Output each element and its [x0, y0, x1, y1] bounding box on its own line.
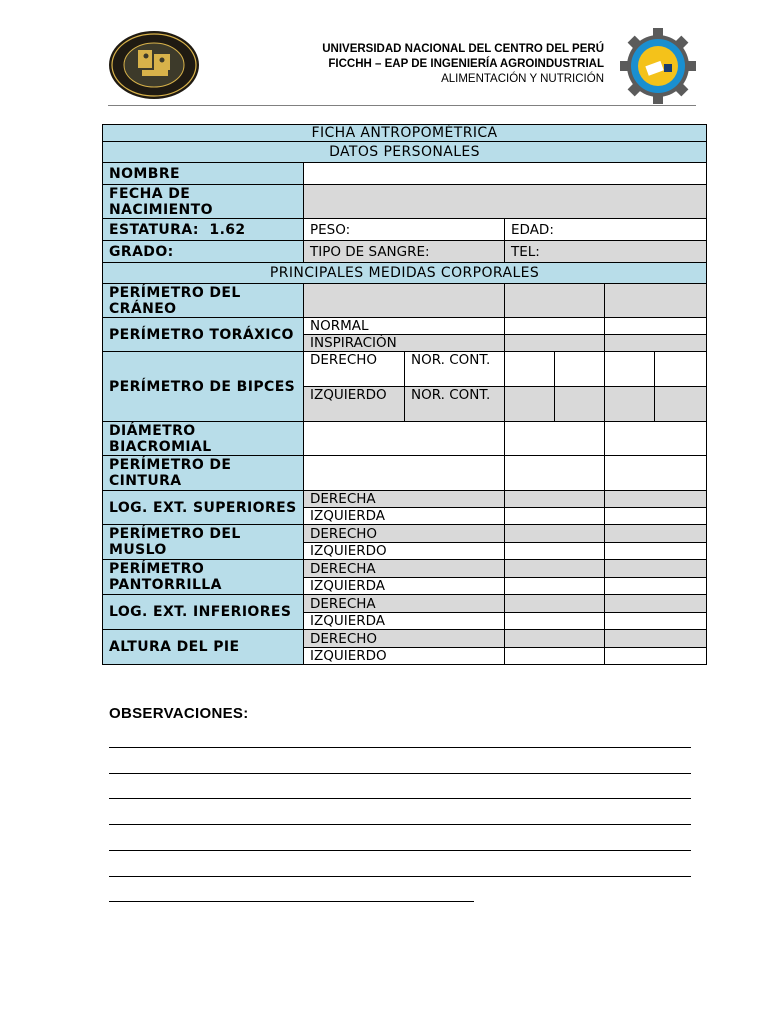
field-nombre[interactable]	[304, 163, 707, 185]
observaciones-line[interactable]	[109, 798, 691, 799]
muslo-derecho: DERECHO	[304, 525, 505, 543]
field-log-inf-izq-1[interactable]	[505, 613, 605, 630]
field-bipces-der-2[interactable]	[555, 352, 605, 387]
label-log-ext-inferiores: LOG. EXT. INFERIORES	[103, 595, 304, 630]
field-altura-izq-1[interactable]	[505, 648, 605, 665]
label-perimetro-muslo: PERÍMETRO DEL MUSLO	[103, 525, 304, 560]
field-bipces-izq-3[interactable]	[605, 387, 655, 422]
log-inf-izquierda: IZQUIERDA	[304, 613, 505, 630]
field-log-inf-der-1[interactable]	[505, 595, 605, 613]
section-body-measurements: PRINCIPALES MEDIDAS CORPORALES	[103, 263, 707, 284]
pantorrilla-izquierda: IZQUIERDA	[304, 578, 505, 595]
field-log-sup-der-1[interactable]	[505, 491, 605, 508]
label-grado: GRADO:	[103, 241, 304, 263]
field-altura-der-2[interactable]	[605, 630, 707, 648]
university-seal-logo	[108, 30, 200, 100]
field-log-inf-der-2[interactable]	[605, 595, 707, 613]
log-sup-derecha: DERECHA	[304, 491, 505, 508]
label-perimetro-pantorrilla: PERÍMETRO PANTORRILLA	[103, 560, 304, 595]
field-bipces-der-4[interactable]	[655, 352, 707, 387]
field-craneo-2[interactable]	[505, 284, 605, 318]
uncp-gear-logo	[620, 28, 696, 104]
field-bipces-der-3[interactable]	[605, 352, 655, 387]
label-log-ext-superiores: LOG. EXT. SUPERIORES	[103, 491, 304, 525]
muslo-izquierdo: IZQUIERDO	[304, 543, 505, 560]
estatura-label-text: ESTATURA:	[109, 221, 199, 238]
field-bipces-izq-2[interactable]	[555, 387, 605, 422]
field-pantorrilla-der-1[interactable]	[505, 560, 605, 578]
field-tipo-sangre[interactable]: TIPO DE SANGRE:	[304, 241, 505, 263]
field-biacromial-2[interactable]	[505, 422, 605, 456]
label-estatura	[103, 219, 304, 241]
field-fecha-nacimiento[interactable]	[304, 185, 707, 219]
field-cintura-1[interactable]	[304, 456, 505, 491]
observaciones-line[interactable]	[109, 824, 691, 825]
field-pantorrilla-der-2[interactable]	[605, 560, 707, 578]
field-altura-izq-2[interactable]	[605, 648, 707, 665]
log-inf-derecha: DERECHA	[304, 595, 505, 613]
label-altura-pie: ALTURA DEL PIE	[103, 630, 304, 665]
field-tel[interactable]: TEL:	[505, 241, 707, 263]
field-craneo-3[interactable]	[605, 284, 707, 318]
label-perimetro-craneo: PERÍMETRO DEL CRÁNEO	[103, 284, 304, 318]
course-name: ALIMENTACIÓN Y NUTRICIÓN	[441, 73, 604, 85]
observaciones-line[interactable]	[109, 876, 691, 877]
header-divider	[108, 105, 696, 106]
bipces-izquierdo-nor-cont: NOR. CONT.	[405, 387, 505, 422]
field-log-sup-izq-2[interactable]	[605, 508, 707, 525]
toraxico-inspiracion: INSPIRACIÓN	[304, 335, 505, 352]
form-title: FICHA ANTROPOMÉTRICA	[103, 125, 707, 142]
field-muslo-der-2[interactable]	[605, 525, 707, 543]
observaciones-label: OBSERVACIONES:	[109, 705, 249, 722]
field-toraxico-insp-1[interactable]	[505, 335, 605, 352]
bipces-izquierdo: IZQUIERDO	[304, 387, 405, 422]
log-sup-izquierda: IZQUIERDA	[304, 508, 505, 525]
document-header	[108, 28, 698, 106]
field-log-inf-izq-2[interactable]	[605, 613, 707, 630]
label-nombre: NOMBRE	[103, 163, 304, 185]
field-bipces-izq-4[interactable]	[655, 387, 707, 422]
field-bipces-izq-1[interactable]	[505, 387, 555, 422]
observaciones-line[interactable]	[109, 901, 474, 902]
anthropometric-form-table	[102, 124, 707, 665]
label-perimetro-toraxico: PERÍMETRO TORÁXICO	[103, 318, 304, 352]
label-fecha-nacimiento: FECHA DE NACIMIENTO	[103, 185, 304, 219]
observaciones-line[interactable]	[109, 747, 691, 748]
faculty-name: FICCHH – EAP DE INGENIERÍA AGROINDUSTRIAL	[328, 58, 604, 70]
altura-pie-derecho: DERECHO	[304, 630, 505, 648]
field-pantorrilla-izq-2[interactable]	[605, 578, 707, 595]
field-toraxico-normal-2[interactable]	[605, 318, 707, 335]
section-personal-data: DATOS PERSONALES	[103, 142, 707, 163]
field-peso[interactable]: PESO:	[304, 219, 505, 241]
field-pantorrilla-izq-1[interactable]	[505, 578, 605, 595]
field-muslo-izq-2[interactable]	[605, 543, 707, 560]
field-craneo-1[interactable]	[304, 284, 505, 318]
estatura-value: 1.62	[209, 221, 246, 238]
university-name: UNIVERSIDAD NACIONAL DEL CENTRO DEL PERÚ	[322, 43, 604, 55]
field-toraxico-normal-1[interactable]	[505, 318, 605, 335]
bipces-derecho-nor-cont: NOR. CONT.	[405, 352, 505, 387]
label-diametro-biacromial: DIÁMETRO BIACROMIAL	[103, 422, 304, 456]
field-log-sup-izq-1[interactable]	[505, 508, 605, 525]
field-cintura-2[interactable]	[505, 456, 605, 491]
field-log-sup-der-2[interactable]	[605, 491, 707, 508]
field-edad[interactable]: EDAD:	[505, 219, 707, 241]
field-altura-der-1[interactable]	[505, 630, 605, 648]
bipces-derecho: DERECHO	[304, 352, 405, 387]
field-cintura-3[interactable]	[605, 456, 707, 491]
label-perimetro-bipces: PERÍMETRO DE BIPCES	[103, 352, 304, 422]
field-biacromial-1[interactable]	[304, 422, 505, 456]
field-biacromial-3[interactable]	[605, 422, 707, 456]
field-muslo-izq-1[interactable]	[505, 543, 605, 560]
field-toraxico-insp-2[interactable]	[605, 335, 707, 352]
field-bipces-der-1[interactable]	[505, 352, 555, 387]
observaciones-line[interactable]	[109, 773, 691, 774]
pantorrilla-derecha: DERECHA	[304, 560, 505, 578]
label-perimetro-cintura: PERÍMETRO DE CINTURA	[103, 456, 304, 491]
altura-pie-izquierdo: IZQUIERDO	[304, 648, 505, 665]
observaciones-line[interactable]	[109, 850, 691, 851]
field-muslo-der-1[interactable]	[505, 525, 605, 543]
toraxico-normal: NORMAL	[304, 318, 505, 335]
header-text-block	[322, 42, 604, 87]
